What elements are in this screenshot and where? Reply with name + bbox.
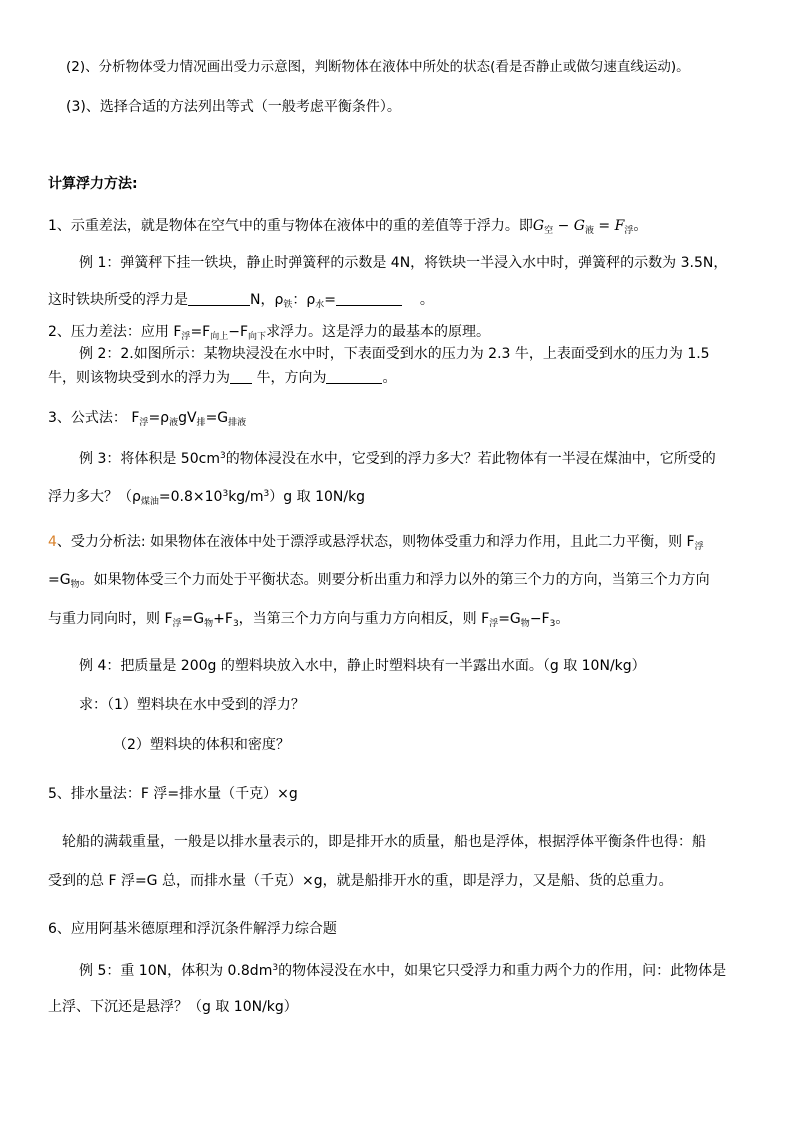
method-4-text-e: =G — [181, 611, 205, 627]
sub-upward: 向上 — [210, 332, 229, 342]
sub-displaced: 排 — [196, 418, 206, 428]
example-5-line2: 上浮、下沉还是悬浮？（g 取 10N/kg） — [48, 999, 298, 1015]
example-5-text-a: 例 5：重 10N，体积为 0.8dm — [79, 963, 273, 979]
sub-water: 水 — [315, 300, 325, 310]
example-2-text-a: 牛，则该物块受到水的浮力为 — [48, 370, 230, 386]
method-1-formula — [533, 218, 633, 234]
sub-float-4b: 浮 — [172, 619, 182, 629]
answer-blank-buoyancy[interactable] — [188, 291, 250, 306]
method-4-line2 — [48, 570, 710, 595]
method-3-text-b: =ρ — [148, 410, 170, 426]
method-4-text-j: 。 — [555, 611, 570, 627]
example-2-line2 — [48, 368, 396, 388]
sub-float: 浮 — [181, 332, 191, 342]
method-1-line — [48, 216, 647, 241]
formula-minus: − — [557, 218, 570, 234]
method-3-text-c: gV — [178, 410, 197, 426]
method-5-line1: 轮船的满载重量，一般是以排水量表示的，即是排开水的质量，船也是浮体，根据浮体平衡条件也得：船 — [62, 834, 706, 850]
example-1-text-d: = — [324, 292, 337, 308]
method-2-text-d: 求浮力。这是浮力的最基本的原理。 — [266, 324, 491, 340]
sub-object-c: 物 — [520, 619, 530, 629]
sub-three-b: 3 — [549, 619, 556, 629]
sub-downward: 向下 — [248, 332, 267, 342]
method-4-text-g: ，当第三个力方向与重力方向相反，则 F — [238, 611, 490, 627]
formula-g2: G — [573, 218, 585, 234]
formula-eq: = — [598, 218, 611, 234]
example-1-text-e: 。 — [419, 292, 434, 308]
example-3-text-c: 浮力多大？（ρ — [48, 489, 141, 505]
example-3-text-e: kg/m — [228, 489, 264, 505]
example-1-line2 — [48, 290, 434, 315]
answer-blank-direction[interactable] — [326, 369, 382, 384]
sup-dm3: 3 — [272, 963, 279, 973]
method-4-number: 4 — [48, 534, 57, 550]
method-1-text: 1、示重差法，就是物体在空气中的重与物体在液体中的重的差值等于浮力。即 — [48, 218, 533, 234]
example-1-text-b: N，ρ — [250, 292, 284, 308]
method-4-line3 — [48, 609, 569, 634]
method-4-text-f: +F — [213, 611, 233, 627]
sub-kerosene: 煤油 — [140, 497, 159, 507]
formula-f: F — [614, 218, 625, 234]
step-3: (3)、选择合适的方法列出等式（一般考虑平衡条件）。 — [66, 99, 401, 115]
method-4-text-c: 。如果物体受三个力而处于平衡状态。则要分析出重力和浮力以外的第三个力的方向，当第三个力方向 — [79, 572, 710, 588]
method-3-line — [48, 408, 246, 433]
method-2-text-c: −F — [228, 324, 249, 340]
example-3-line2 — [48, 484, 365, 512]
method-4-text-i: −F — [529, 611, 550, 627]
section-title: 计算浮力方法: — [48, 176, 138, 192]
answer-blank-force[interactable] — [230, 369, 252, 384]
formula-g: G — [532, 218, 545, 234]
method-5-title: 5、排水量法：F 浮=排水量（千克）×g — [48, 786, 298, 802]
example-1-text-a: 这时铁块所受的浮力是 — [48, 292, 188, 308]
method-5-line2: 受到的总 F 浮=G 总，而排水量（千克）×g，就是船排开水的重，即是浮力，又是船、货的总重力。 — [48, 873, 673, 889]
example-3-text-a: 例 3：将体积是 50cm — [79, 451, 220, 467]
sub-float-4c: 浮 — [489, 619, 499, 629]
example-3-text-b: 的物体浸没在水中，它受到的浮力多大？若此物体有一半浸在煤油中，它所受的 — [225, 451, 716, 467]
example-3-line1 — [79, 446, 716, 469]
method-4-text-h: =G — [498, 611, 521, 627]
formula-sub-air: 空 — [544, 226, 554, 236]
sub-float-3: 浮 — [139, 418, 149, 428]
formula-sub-float: 浮 — [624, 226, 634, 236]
method-4-text-d: 与重力同向时，则 F — [48, 611, 173, 627]
method-6-title: 6、应用阿基米德原理和浮沉条件解浮力综合题 — [48, 921, 337, 937]
answer-blank-density-ratio[interactable] — [336, 291, 402, 306]
sub-displaced-liquid: 排液 — [228, 418, 247, 428]
formula-sub-liquid: 液 — [584, 226, 594, 236]
method-2-text-a: 2、压力差法：应用 F — [48, 324, 182, 340]
sub-object: 物 — [70, 580, 80, 590]
method-4-text-a: 、受力分析法: 如果物体在液体中处于漂浮或悬浮状态，则物体受重力和浮力作用，且此二力平衡，则 F — [56, 534, 695, 550]
example-5-text-b: 的物体浸没在水中，如果它只受浮力和重力两个力的作用，问：此物体是 — [278, 963, 727, 979]
sup-exp: 3 — [222, 489, 229, 499]
sup-3: 3 — [219, 451, 226, 461]
example-2-text-b: 牛，方向为 — [256, 370, 327, 386]
method-1-end: 。 — [633, 218, 648, 234]
sub-liquid-3: 液 — [169, 418, 179, 428]
method-3-text-d: =G — [205, 410, 229, 426]
sup-m3: 3 — [263, 489, 270, 499]
sub-iron: 铁 — [283, 300, 293, 310]
sub-object-b: 物 — [204, 619, 214, 629]
example-4-ask-2: （2）塑料块的体积和密度？ — [113, 737, 290, 753]
method-3-text-a: 3、公式法： F — [48, 410, 140, 426]
method-4-text-b: =G — [48, 572, 71, 588]
method-2-text-b: =F — [190, 324, 211, 340]
example-1-text-c: ：ρ — [292, 292, 316, 308]
example-4-ask-1: 求：（1）塑料块在水中受到的浮力？ — [79, 697, 305, 713]
example-3-text-d: =0.8×10 — [158, 489, 223, 505]
sub-float-4: 浮 — [694, 542, 704, 552]
sub-three: 3 — [232, 619, 239, 629]
example-1-line1: 例 1：弹簧秤下挂一铁块，静止时弹簧秤的示数是 4N，将铁块一半浸入水中时，弹簧秤的示数为 3.5N， — [79, 255, 728, 271]
example-3-text-f: ）g 取 10N/kg — [269, 489, 366, 505]
example-2-text-c: 。 — [382, 370, 397, 386]
example-4: 例 4：把质量是 200g 的塑料块放入水中，静止时塑料块有一半露出水面。（g 取 10N/kg） — [79, 658, 646, 674]
example-5-line1 — [79, 958, 726, 981]
method-4-line1 — [48, 532, 704, 557]
step-2: (2)、分析物体受力情况画出受力示意图，判断物体在液体中所处的状态(看是否静止或做匀速直线运动)。 — [66, 59, 690, 75]
example-2-line1: 例 2：2.如图所示：某物块浸没在水中时，下表面受到水的压力为 2.3 牛，上表面受到水的压力为 1.5 — [79, 346, 710, 362]
